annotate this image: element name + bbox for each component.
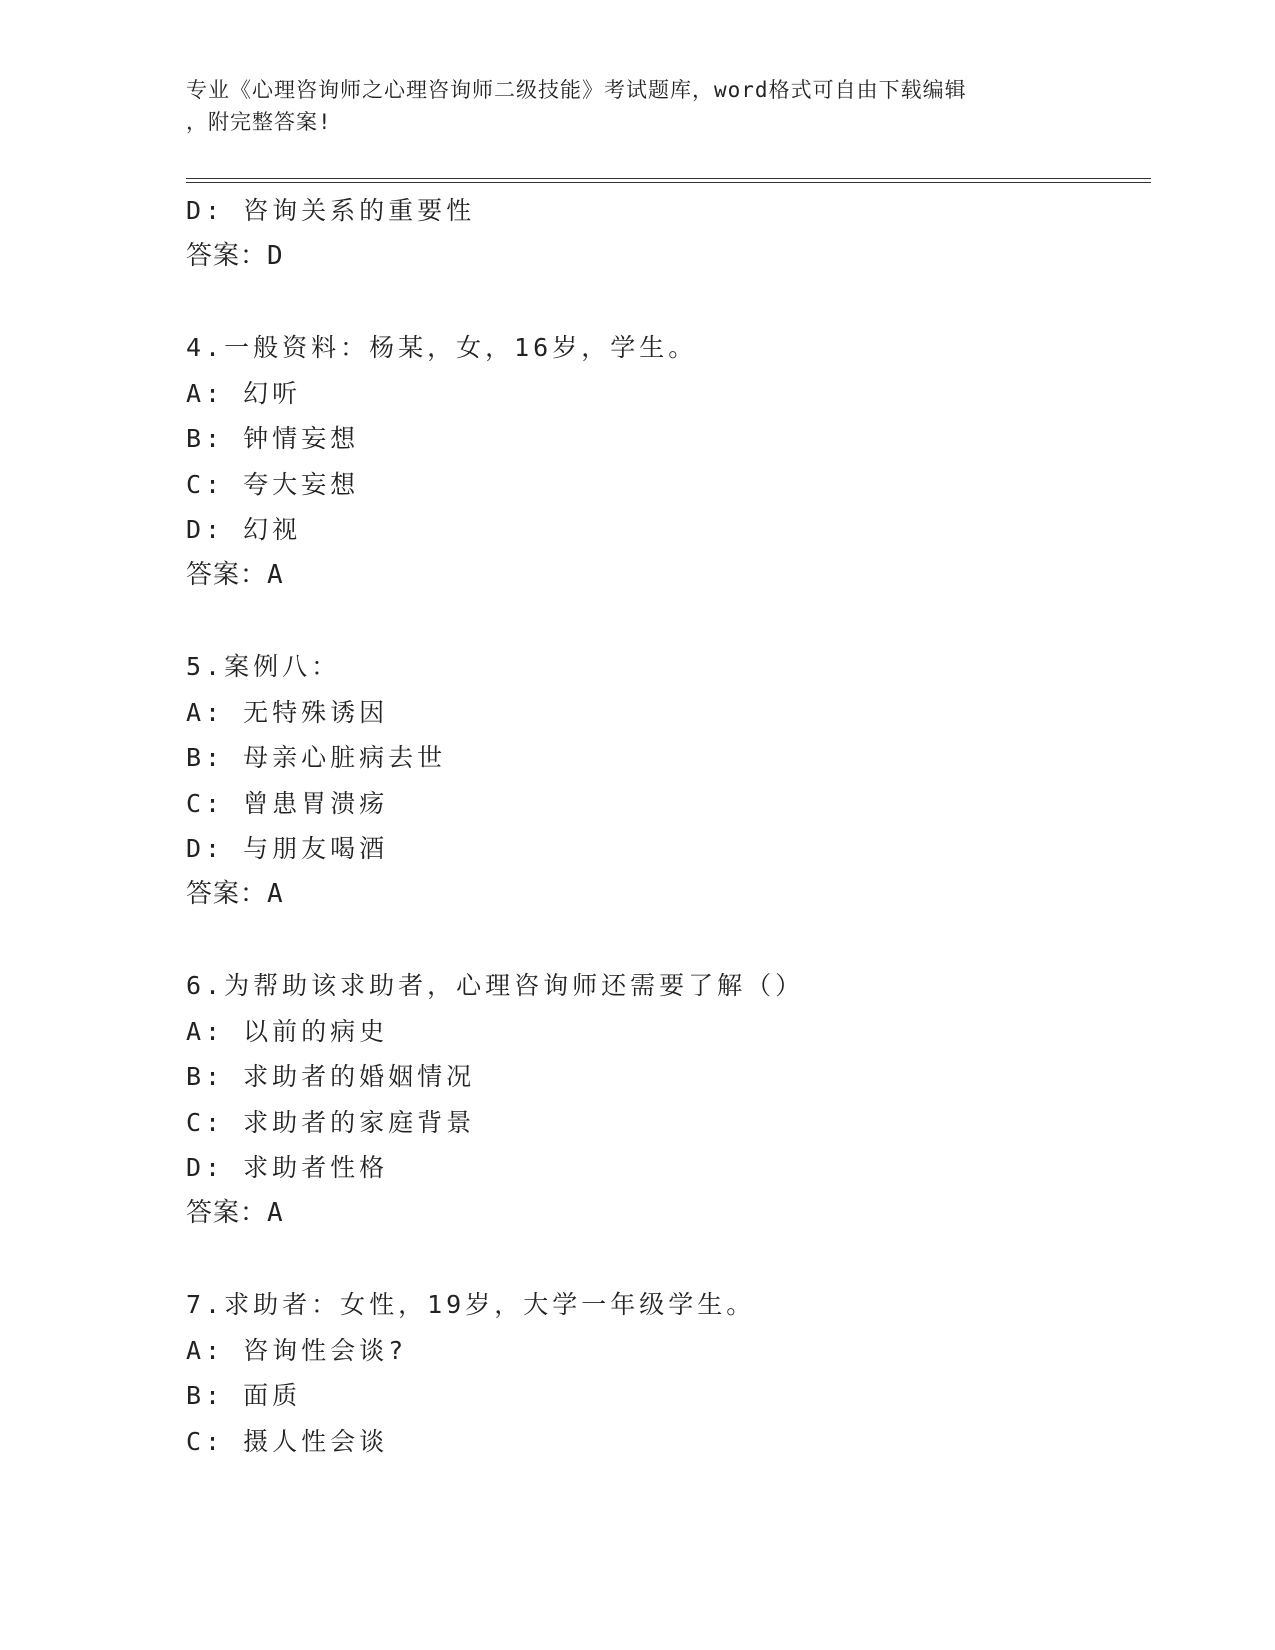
answer: 答案：A: [186, 1197, 284, 1228]
question-list: [186, 188, 1146, 1464]
question-title: 5.案例八：: [186, 652, 341, 681]
option-c: C: 夸大妄想: [186, 469, 360, 499]
document-header: [186, 74, 1086, 138]
question-7: [186, 1282, 1146, 1464]
option-b: B: 钟情妄想: [186, 424, 360, 453]
question-title: 6.为帮助该求助者，心理咨询师还需要了解（）: [186, 971, 805, 1000]
question-5: [186, 644, 1146, 917]
answer: 答案：A: [186, 878, 284, 909]
header-divider-top: [186, 178, 1151, 179]
option-a: A: 幻听: [186, 378, 302, 408]
option-b: B: 面质: [186, 1381, 302, 1410]
question-6: [186, 963, 1146, 1236]
question-title: 7.求助者：女性，19岁，大学一年级学生。: [186, 1290, 756, 1319]
option-c: C: 摄人性会谈: [186, 1426, 389, 1456]
option-d: D: 咨询关系的重要性: [186, 196, 476, 225]
answer: 答案：D: [186, 240, 284, 271]
option-a: A: 咨询性会谈?: [186, 1335, 408, 1365]
header-line-1: 专业《心理咨询师之心理咨询师二级技能》考试题库，word格式可自由下载编辑: [186, 78, 967, 102]
header-divider-bottom: [186, 182, 1151, 183]
option-a: A: 无特殊诱因: [186, 697, 389, 727]
answer: 答案：A: [186, 559, 284, 590]
option-c: C: 曾患胃溃疡: [186, 788, 389, 818]
option-d: D: 求助者性格: [186, 1153, 389, 1182]
header-line-2: ，附完整答案!: [186, 110, 332, 134]
option-d: D: 幻视: [186, 515, 302, 544]
option-d: D: 与朋友喝酒: [186, 834, 389, 863]
option-c: C: 求助者的家庭背景: [186, 1107, 476, 1137]
question-title: 4.一般资料：杨某，女，16岁，学生。: [186, 333, 698, 362]
option-b: B: 求助者的婚姻情况: [186, 1062, 476, 1091]
option-b: B: 母亲心脏病去世: [186, 743, 447, 772]
question-4: [186, 325, 1146, 598]
option-a: A: 以前的病史: [186, 1016, 389, 1046]
